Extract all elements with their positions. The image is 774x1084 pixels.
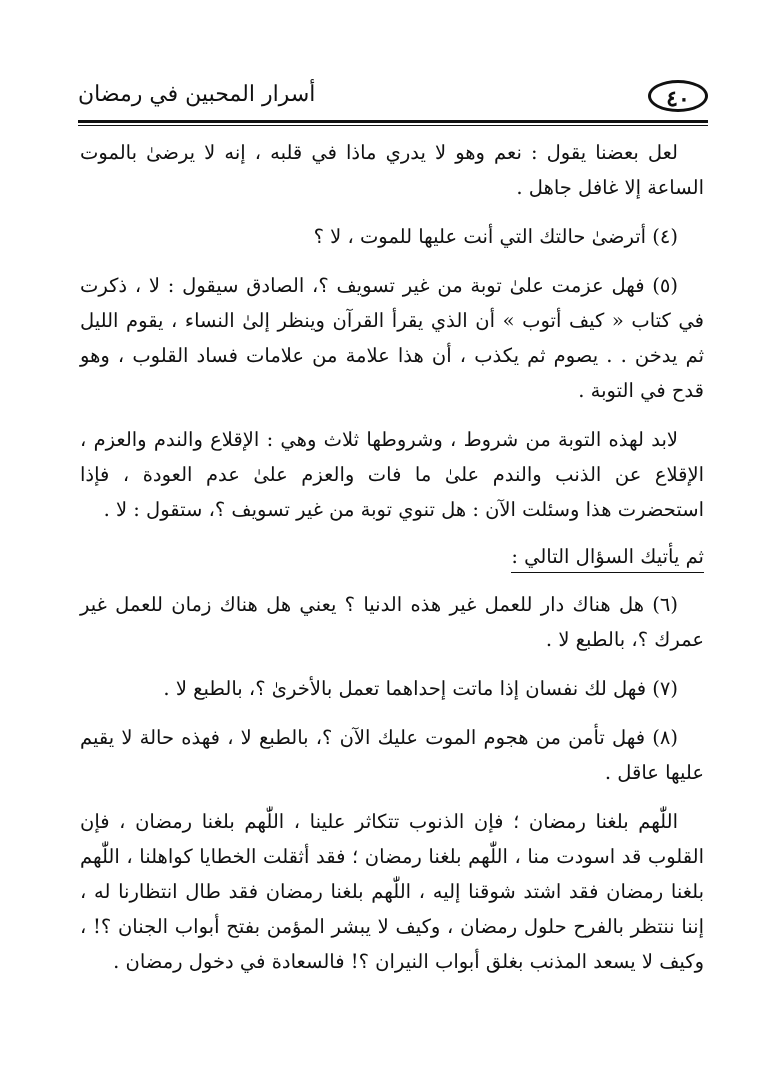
paragraph: (٤) أترضىٰ حالتك التي أنت عليها للموت ، لا ؟ [313,225,678,248]
header-rule-thin [78,125,708,126]
page-header [78,72,708,122]
paragraph: اللّٰهم بلغنا رمضان ؛ فإن الذنوب تتكاثر علينا ، اللّٰهم بلغنا رمضان ، فإن القلوب قد اسودت منا ، اللّٰهم بلغنا رمضان ؛ فقد أثقلت الخطايا كواهلنا ، اللّٰهم بلغنا رمضان فقد اشتد شوقنا إليه ، اللّٰهم بلغنا رمضان فقد طال انتظارنا له ، إننا ننتظر بالفرح حلول رمضان ، وكيف لا يبشر المؤمن بفتح أبواب الجنان ؟! ، وكيف لا يسعد المذنب بغلق أبواب النيران ؟! فالسعادة في دخول رمضان . [80,810,704,973]
page-number: ٤٠ [648,80,708,112]
paragraph: (٥) فهل عزمت علىٰ توبة من غير تسويف ؟، الصادق سيقول : لا ، ذكرت في كتاب « كيف أتوب » أن الذي يقرأ القرآن وينظر إلىٰ النساء ، يقوم الليل ثم يدخن . . يصوم ثم يكذب ، أن هذا علامة من علامات فساد القلوب ، وهو قدح في التوبة . [80,274,704,402]
paragraph: لابد لهذه التوبة من شروط ، وشروطها ثلاث وهي : الإقلاع والندم والعزم ، الإقلاع عن الذنب والندم علىٰ ما فات والعزم علىٰ عدم العودة ، فإذا استحضرت هذا وسئلت الآن : هل تنوي توبة من غير تسويف ؟، ستقول : لا . [80,428,704,521]
header-rule-thick [78,120,708,123]
book-title: أسرار المحبين في رمضان [78,82,316,107]
paragraph: لعل بعضنا يقول : نعم وهو لا يدري ماذا في قلبه ، إنه لا يرضىٰ بالموت الساعة إلا غافل جاهل . [80,141,704,199]
section-subheading: ثم يأتيك السؤال التالي : [511,542,704,573]
paragraph: (٦) هل هناك دار للعمل غير هذه الدنيا ؟ يعني هل هناك زمان للعمل غير عمرك ؟، بالطبع لا . [80,593,704,651]
paragraph: (٧) فهل لك نفسان إذا ماتت إحداهما تعمل بالأخرىٰ ؟، بالطبع لا . [163,677,678,700]
page-body [80,135,704,993]
paragraph: (٨) فهل تأمن من هجوم الموت عليك الآن ؟، بالطبع لا ، فهذه حالة لا يقيم عليها عاقل . [80,726,704,784]
